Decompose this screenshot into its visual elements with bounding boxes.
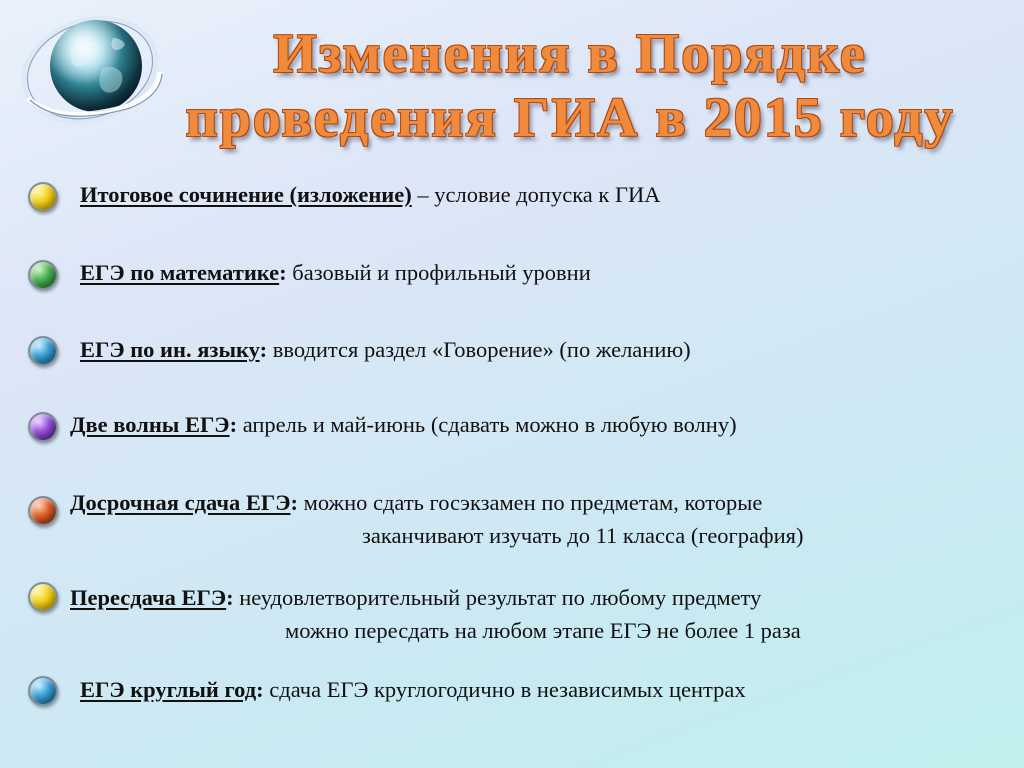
item-separator: : [256,677,264,702]
item-text: условие допуска к ГИА [434,182,661,207]
bullet-green-icon [28,260,58,290]
item-text: апрель и май-июнь (сдавать можно в любую волну) [237,412,737,437]
item-text: сдача ЕГЭ круглогодично в независимых центрах [263,677,746,702]
item-continuation: можно пересдать на любом этапе ЕГЭ не более 1 раза [285,618,801,643]
list-item [80,256,591,289]
list-item [80,333,691,366]
item-label: Две волны ЕГЭ [70,412,230,437]
bullet-purple-icon [28,412,58,442]
bullet-yellow-icon [28,582,58,612]
item-separator: : [259,337,268,362]
item-label: Итоговое сочинение (изложение) [80,182,412,207]
bullet-blue-icon [28,336,58,366]
item-label: Пересдача ЕГЭ [70,585,227,610]
page-title [120,22,1020,150]
item-separator: : [279,260,287,285]
item-separator: : [229,412,238,437]
item-text: неудовлетворительный результат по любому предмету [233,585,762,610]
bullet-yellow-icon [28,182,58,212]
title-line-1: Изменения в Порядке [273,23,867,85]
list-item [80,673,746,706]
item-text: можно сдать госэкзамен по предметам, которые [297,490,763,515]
title-line-2: проведения ГИА в 2015 году [185,87,955,149]
list-item [70,408,737,441]
bullet-blue-icon [28,676,58,706]
item-text: базовый и профильный уровни [286,260,591,285]
item-separator: – [411,182,435,207]
bullet-orange-icon [28,496,58,526]
item-separator: : [226,585,234,610]
item-continuation: заканчивают изучать до 11 класса (география) [362,523,804,548]
list-item [70,581,801,643]
list-item [70,486,804,548]
item-text: вводится раздел «Говорение» (по желанию) [267,337,691,362]
item-separator: : [290,490,298,515]
list-item [80,178,660,211]
item-label: ЕГЭ круглый год [80,677,257,702]
item-label: ЕГЭ по ин. языку [80,337,260,362]
item-label: ЕГЭ по математике [80,260,280,285]
item-label: Досрочная сдача ЕГЭ [70,490,291,515]
